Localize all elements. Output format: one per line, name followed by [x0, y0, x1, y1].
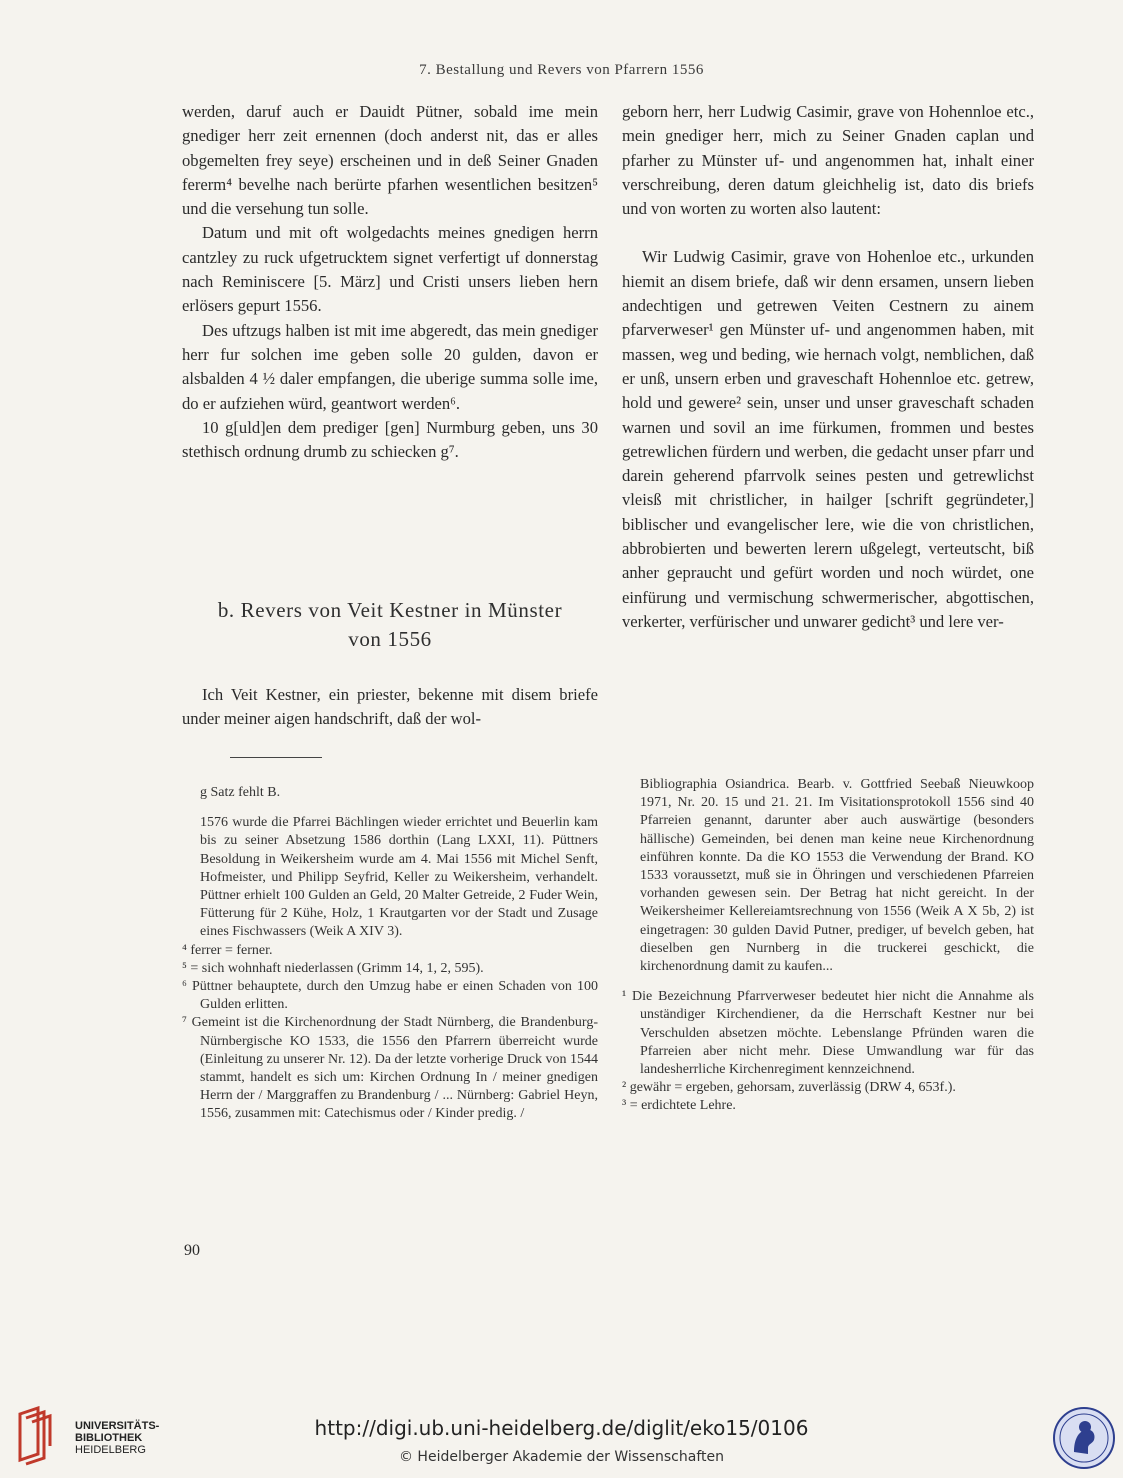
- footnote: ⁵ = sich wohnhaft niederlassen (Grimm 14, 1, 2, 595).: [182, 960, 484, 976]
- right-column: [622, 100, 1034, 634]
- paragraph: Datum und mit oft wolgedachts meines gnedigen herrn cantzley zu ruck ufgetrucktem signet verfertigt uf donnerstag nach Reminiscere [5. März] und Cristi unsers lieben hern erlösers gepurt 1556.: [182, 223, 598, 316]
- footnote: ¹ Die Bezeichnung Pfarrverweser bedeutet hier nicht die Annahme als unständiger Kirchendiener, da die Herrschaft Kestner nur bei Verschulden absetzen möchte. Lebenslange Pfründen waren die Pfarreien aber nicht mehr. Diese Umwandlung war für das landesherrliche Kirchenregiment kennzeichnend.: [622, 989, 1034, 1078]
- page-number: 90: [184, 1242, 200, 1259]
- paragraph: Ich Veit Kestner, ein priester, bekenne mit disem briefe under meiner aigen handschrift, daß der wol-: [182, 685, 598, 729]
- logo-text: UNIVERSITÄTS- BIBLIOTHEK HEIDELBERG: [75, 1420, 160, 1456]
- paragraph: geborn herr, herr Ludwig Casimir, grave von Hohennloe etc., mein gnediger herr, mich zu Seiner Gnaden caplan und pfarher zu Münster uf- und angenommen hat, inhalt einer verschreibung, deren datum gleichhelig ist, dato dis briefs und von worten zu worten also lautent:: [622, 102, 1034, 219]
- section-body: [182, 683, 598, 732]
- academy-seal-icon[interactable]: [1052, 1406, 1116, 1470]
- section-heading-line: von 1556: [348, 627, 432, 651]
- section-heading: [182, 596, 598, 654]
- footnote: ⁶ Püttner behauptete, durch den Umzug habe er einen Schaden von 100 Gulden erlitten.: [182, 979, 598, 1013]
- running-head: 7. Bestallung und Revers von Pfarrern 1556: [419, 62, 704, 78]
- permalink-url[interactable]: http://digi.ub.uni-heidelberg.de/diglit/eko15/0106: [314, 1416, 809, 1440]
- footnote: ⁷ Gemeint ist die Kirchenordnung der Stadt Nürnberg, die Brandenburg-Nürnbergische KO 1533, die 1556 den Pfarrern überreicht wurde (Einleitung zu unserer Nr. 12). Da der letzte vorherige Druck von 1544 stammt, handelt es sich um: Kirchen Ordnung In / meiner gnedigen Herrn der / Marggraffen zu Brandenburg / ... Nürnberg: Gabriel Heyn, 1556, zusammen mit: Catechismus oder / Kinder predig. /: [182, 1015, 598, 1122]
- left-column: [182, 100, 598, 464]
- paragraph: Wir Ludwig Casimir, grave von Hohenloe etc., urkunden hiemit an disem briefe, daß wir denn ersamen, unsern lieben andechtigen und getrewen Veiten Cestnern zu ainem pfarverweser¹ gen Münster uf- und angenommen haben, mit massen, weg und beding, wie hernach volgt, nemblichen, daß er unß, unsern erben und graveschaft Hohennloe etc. getrew, hold und gewere² sein, unser und unser graveschaft schaden warnen und sovil an ime fürkumen, frommen und bestes getrewlichen fürdern und werben, die gedacht unser pfarr und darein geherend pfarrvolk seines pesten und getrewlichst vleisß mit christlicher, in hailger [schrift gegründeter,] biblischer und evangelischer lere, wie die von christlichen, abbrobierten und bewerten lerern ußgelegt, verteutscht, biß anher gepraucht und gefürt worden und noch würdet, one einfürung und vermischung schwermerischer, abgottischen, verkerter, verfürischer und unwarer gedicht³ und lere ver-: [622, 247, 1034, 631]
- footnotes-left: [182, 784, 598, 1124]
- footnote: ³ = erdichtete Lehre.: [622, 1098, 736, 1114]
- section-heading-line: b. Revers von Veit Kestner in Münster: [217, 598, 563, 622]
- footnote: Bibliographia Osiandrica. Bearb. v. Gottfried Seebaß Nieuwkoop 1971, Nr. 20. 15 und 21. 21. Im Visitationsprotokoll 1556 sind 40 Pfarreien genannt, darunter aber auch auswärtige (besonders hällische) Gemeinden, bei denen man keine neue Kirchenordnung einführen konnte. Da die KO 1553 die Verwendung der Brand. KO 1533 voraussetzt, muß sie in Öhringen und verschiedenen Pfarreien vorhanden gewesen sein. Der Betrag hat nicht gereicht. In der Weikersheimer Kellereiamtsrechnung von 1556 (Weik A X 5b, 2) ist eingetragen: 30 gulden David Putner, prediger, uf bevelch geben, hat dieselben gen Nurnberg in die truckerei geschickt, die kirchenordnung damit zu kaufen...: [640, 777, 1034, 975]
- footer: [0, 1400, 1123, 1478]
- footnote: g Satz fehlt B.: [200, 785, 281, 800]
- paragraph: Des uftzugs halben ist mit ime abgeredt, das mein gnediger herr fur solchen ime geben solle 20 gulden, davon er alsbalden 4 ½ daler empfangen, die uberige summa solle ime, do er aufziehen würd, geantwort werden⁶.: [182, 320, 598, 413]
- footnote: ² gewähr = ergeben, gehorsam, zuverlässig (DRW 4, 653f.).: [622, 1080, 956, 1096]
- footnote: 1576 wurde die Pfarrei Bächlingen wieder errichtet und Beuerlin kam bis zu seiner Absetzung 1586 dorthin (Lang LXXI, 11). Püttners Besoldung in Weikersheim wurde am 4. Mai 1556 mit Michel Senft, Hofmeister, und Philipp Seyfrid, Keller zu Weikersheim, verhandelt. Püttner erhielt 100 Gulden an Geld, 20 Malter Getreide, 2 Fuder Wein, Fütterung für 2 Kühe, Holz, 1 Krautgarten vor der Stadt und Zusage eines Fischwassers (Weik A XIV 3).: [200, 815, 598, 940]
- paragraph: 10 g[uld]en dem prediger [gen] Nurmburg geben, uns 30 stethisch ordnung drumb zu schiecken g⁷.: [182, 417, 598, 462]
- footnotes-right: [622, 776, 1034, 1116]
- footnote-separator: [230, 757, 322, 758]
- footnote: ⁴ ferrer = ferner.: [182, 942, 273, 958]
- copyright-notice: © Heidelberger Akademie der Wissenschaften: [398, 1449, 724, 1465]
- paragraph: werden, daruf auch er Dauidt Pütner, sobald ime mein gnediger herr zeit ernennen (doch anderst nit, das er alles obgemelten frey seye) erscheinen und in deß Seiner Gnaden fererm⁴ bevelhe nach berürte pfarhen wesentlichen besitzen⁵ und die versehung tun solle.: [182, 102, 598, 219]
